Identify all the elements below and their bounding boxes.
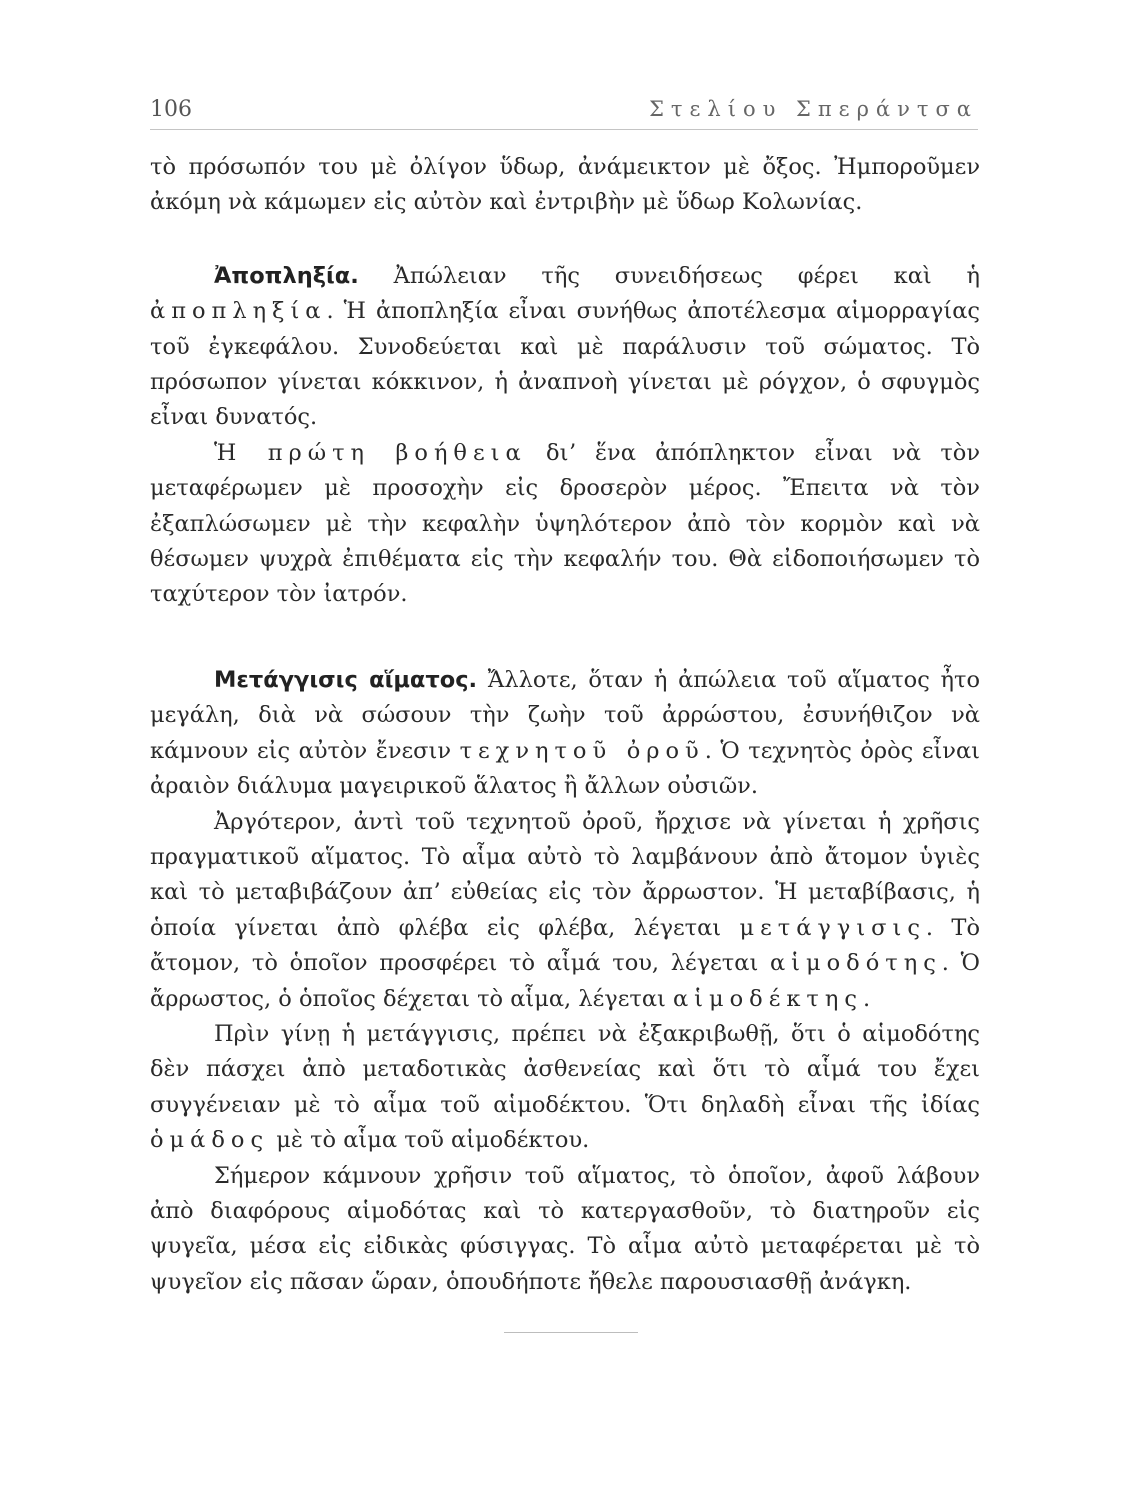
paragraph-compatibility — [150, 1017, 980, 1159]
paragraph-first-aid — [150, 436, 980, 613]
section-heading-apoplexy: Ἀποπληξία. — [214, 262, 359, 289]
header-rule — [150, 129, 978, 130]
text-run: Πρὶν γίνῃ ἡ μετάγγισις, πρέπει νὰ ἐξακριβωθῇ, ὅτι ὁ αἱμοδότης δὲν πάσχει ἀπὸ μεταδοτικὰς ἀσθενείας καὶ ὅτι τὸ αἷμά του ἔχει συγγένειαν μὲ τὸ αἷμα τοῦ αἱμοδέκτου. Ὅτι δηλαδὴ εἶναι τῆς ἰδίας — [150, 1020, 980, 1118]
text-run: Ἀργότερον, ἀντὶ τοῦ τεχνητοῦ ὀροῦ, ἤρχισε νὰ γίνεται ἡ χρῆσις πραγματικοῦ αἵματος. Τὸ αἷμα αὐτὸ τὸ λαμβάνουν ἀπὸ ἄτομον ὑγιὲς καὶ τὸ μεταβιβάζουν ἀπʼ εὐθείας εἰς τὸν ἄρρωστον. Ἡ μεταβίβασις, ἡ ὁποία γίνεται ἀπὸ φλέβα εἰς φλέβα, λέγεται — [150, 808, 980, 941]
text-run: . Ὁ ἄρρωστος, ὁ ὁποῖος δέχεται τὸ αἷμα, λέγεται — [150, 950, 980, 1012]
text-run: . Ὁ τεχνητὸς ὀρὸς εἶναι ἀραιὸν διάλυμα μαγειρικοῦ ἅλατος ἢ ἄλλων οὐσιῶν. — [150, 737, 980, 800]
body-text — [150, 150, 980, 1300]
spaced-term-transfusion: μετάγγισις — [739, 914, 926, 941]
text-run: . Ἡ ἀποπληξία εἶναι συνήθως ἀποτέλεσμα αἱμορραγίας τοῦ ἐγκεφάλου. Συνοδεύεται καὶ μὲ παράλυσιν τοῦ σώματος. Τὸ πρόσωπον γίνεται κόκκινον, ἡ ἀναπνοὴ γίνεται μὲ ρόγχον, ὁ σφυγμὸς εἶναι δυνατός. — [150, 298, 980, 431]
text-run: Ἀπώλειαν τῆς συνειδήσεως φέρει καὶ ἡ — [358, 262, 980, 289]
spaced-term-apoplexy: ἀποπληξία — [150, 298, 327, 325]
footer-rule — [504, 1332, 638, 1333]
running-title: Στελίου Σπεράντσα — [649, 97, 978, 121]
paragraph-continuation: τὸ πρόσωπόν του μὲ ὀλίγον ὕδωρ, ἀνάμεικτον μὲ ὄξος. Ἠμποροῦμεν ἀκόμη νὰ κάμωμεν εἰς αὐτὸν καὶ ἐντριβὴν μὲ ὕδωρ Κολωνίας. — [150, 154, 980, 216]
text-run: διʼ ἕνα ἀπόπληκτον εἶναι νὰ τὸν μεταφέρωμεν μὲ προσοχὴν εἰς δροσερὸν μέρος. Ἔπειτα νὰ τὸν ἐξαπλώσωμεν μὲ τὴν κεφαλὴν ὑψηλότερον ἀπὸ τὸν κορμὸν καὶ νὰ θέσωμεν ψυχρὰ ἐπιθέματα εἰς τὴν κεφαλήν του. Θὰ εἰδοποιήσωμεν τὸ ταχύτερον τὸν ἰατρόν. — [150, 439, 980, 608]
paragraph-storage: Σήμερον κάμνουν χρῆσιν τοῦ αἵματος, τὸ ὁποῖον, ἀφοῦ λάβουν ἀπὸ διαφόρους αἱμοδότας καὶ τὸ κατεργασθοῦν, τὸ διατηροῦν εἰς ψυγεῖα, μέσα εἰς εἰδικὰς φύσιγγας. Τὸ αἷμα αὐτὸ μεταφέρεται μὲ τὸ ψυγεῖον εἰς πᾶσαν ὥραν, ὁπουδήποτε ἤθελε παρουσιασθῇ ἀνάγκη. — [150, 1162, 980, 1295]
spaced-term-artificial-serum: τεχνητοῦ ὀροῦ — [459, 737, 705, 764]
text-run: μὲ τὸ αἷμα τοῦ αἱμοδέκτου. — [269, 1127, 590, 1154]
text-run: . Τὸ ἄτομον, τὸ ὁποῖον προσφέρει τὸ αἷμά του, λέγεται — [150, 914, 980, 977]
spaced-term-recipient: αἱμοδέκτης — [672, 985, 863, 1012]
text-run: . — [862, 985, 871, 1012]
spaced-term-first-aid: Ἡ πρώτη βοήθεια — [214, 439, 527, 466]
text-run: Ἄλλοτε, ὅταν ἡ ἀπώλεια τοῦ αἵματος ἦτο μεγάλη, διὰ νὰ σώσουν τὴν ζωὴν τοῦ ἀρρώστου, ἐσυνήθιζον νὰ κάμνουν εἰς αὐτὸν ἔνεσιν — [150, 666, 980, 764]
page-number: 106 — [150, 97, 192, 122]
paragraph-apoplexy — [150, 259, 980, 436]
paragraph-real-blood — [150, 805, 980, 1017]
section-heading-transfusion: Μετάγγισις αἵματος. — [214, 666, 478, 693]
spaced-term-group: ὁμάδος — [150, 1127, 270, 1154]
spaced-term-donor: αἱμοδότης — [769, 950, 942, 977]
paragraph-transfusion — [150, 663, 980, 805]
